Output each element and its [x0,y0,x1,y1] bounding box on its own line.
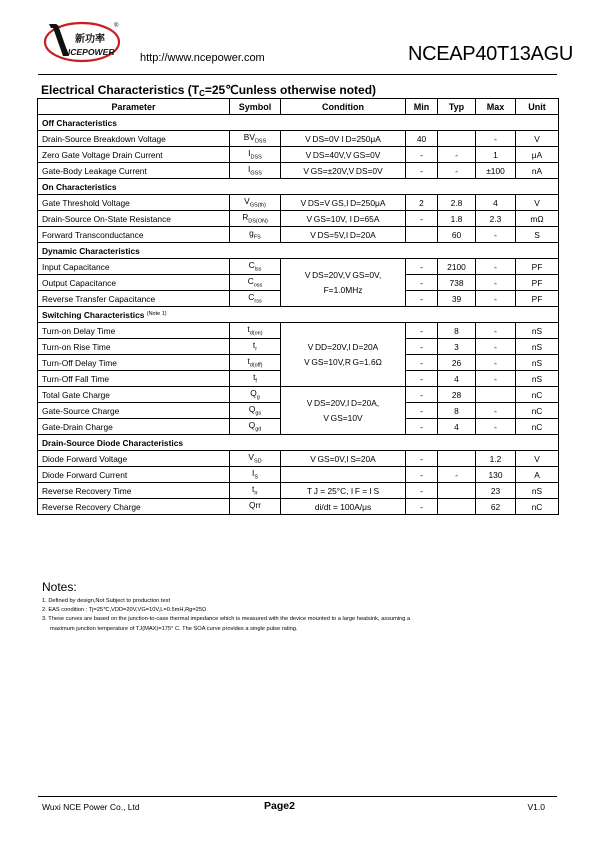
parameter-cell: Gate-Drain Charge [38,419,230,435]
typ-cell: 8 [438,323,476,339]
group-label: Drain-Source Diode Characteristics [42,437,184,448]
unit-cell: V [516,195,559,211]
min-cell: - [406,387,438,403]
document-version: V1.0 [527,802,545,812]
symbol-main: t [247,356,250,367]
symbol-main: t [252,340,256,351]
symbol-cell [230,387,281,403]
parameter-cell: Turn-Off Delay Time [38,355,230,371]
max-cell: - [476,275,516,291]
typ-cell: 8 [438,403,476,419]
registered-mark: ® [114,23,119,29]
table-row [38,451,559,467]
note-ref: (Note 1) [146,310,167,317]
table-row [38,227,559,243]
min-cell: - [406,419,438,435]
symbol-cell [230,355,281,371]
typ-cell: - [438,163,476,179]
col-header: Condition [281,99,406,115]
max-cell: - [476,419,516,435]
max-cell: - [476,339,516,355]
symbol-main: I [252,468,255,479]
symbol-sub: f [255,378,257,385]
typ-cell: - [438,467,476,483]
max-cell: 1.2 [476,451,516,467]
max-cell: - [476,371,516,387]
condition-cell [281,259,406,307]
symbol-sub: gd [255,426,262,433]
max-cell: 130 [476,467,516,483]
group-label: Switching Characteristics [42,309,145,320]
note-item: 3. These curves are based on the junction-to-case thermal impedance which is measured with the device mounted to a large heatsink, assuming a maximum junction temperature of TJ(MAX)=175° C. The SOA curve provides a single pulse rating. [42,616,411,632]
symbol-sub: S [254,474,258,481]
symbol-main: t [253,372,256,383]
group-row [38,307,559,323]
unit-cell: nS [516,339,559,355]
unit-cell: nA [516,163,559,179]
symbol-cell [230,467,281,483]
symbol-sub: rss [254,298,262,305]
condition-line: F=1.0MHz [323,284,363,295]
symbol-cell [230,419,281,435]
condition-cell: di/dt = 100A/μs [281,499,406,515]
section-title: Electrical Characteristics (TC=25℃unless otherwise noted) [41,83,377,98]
max-cell: - [476,355,516,371]
symbol-sub: DSS [254,138,267,145]
symbol-cell [230,227,281,243]
symbol-sub: DS(ON) [248,218,268,225]
table-row [38,483,559,499]
group-heading [38,115,559,131]
symbol-cell [230,131,281,147]
typ-cell [438,131,476,147]
symbol-sub: oss [253,282,263,289]
symbol-main: t [247,324,250,335]
symbol-main: C [248,292,255,303]
symbol-main: Qrr [248,500,262,511]
parameter-cell: Reverse Recovery Charge [38,499,230,515]
symbol-cell [230,291,281,307]
symbol-cell [230,163,281,179]
unit-cell: S [516,227,559,243]
max-cell: 2.3 [476,211,516,227]
ncepower-logo [40,20,122,66]
min-cell [406,227,438,243]
parameter-cell: Diode Forward Current [38,467,230,483]
symbol-main: C [248,260,255,271]
min-cell: - [406,275,438,291]
group-heading [38,179,559,195]
condition-cell: T J = 25°C, I F = I S [281,483,406,499]
col-header: Min [406,99,438,115]
typ-cell [438,499,476,515]
symbol-main: g [249,228,254,239]
group-label: Off Characteristics [42,117,117,128]
unit-cell: V [516,451,559,467]
max-cell: - [476,259,516,275]
unit-cell: nC [516,499,559,515]
max-cell: - [476,131,516,147]
table-row [38,387,559,403]
symbol-main: V [244,196,250,207]
table-row [38,195,559,211]
min-cell: - [406,451,438,467]
unit-cell: nS [516,371,559,387]
col-header: Symbol [230,99,281,115]
min-cell: - [406,323,438,339]
max-cell: ±100 [476,163,516,179]
symbol-sub: GSS [250,170,262,177]
symbol-sub: r [255,346,258,353]
symbol-sub: GS(th) [249,202,266,209]
symbol-main: I [248,164,251,175]
typ-cell: 28 [438,387,476,403]
max-cell [476,387,516,403]
symbol-main: V [248,452,254,463]
condition-cell [281,323,406,387]
typ-cell: 2.8 [438,195,476,211]
table-row [38,147,559,163]
table-row [38,467,559,483]
min-cell: - [406,163,438,179]
unit-cell: nC [516,387,559,403]
min-cell: - [406,371,438,387]
col-header: Max [476,99,516,115]
col-header: Typ [438,99,476,115]
parameter-cell: Total Gate Charge [38,387,230,403]
unit-cell: PF [516,275,559,291]
group-heading [38,243,559,259]
typ-cell: 738 [438,275,476,291]
condition-cell: V GS=0V,I S=20A [281,451,406,467]
symbol-sub: g [256,394,260,401]
symbol-sub: rr [254,490,258,497]
parameter-cell: Turn-on Rise Time [38,339,230,355]
logo-en-text: NCEPOWER [64,47,115,57]
group-row [38,243,559,259]
max-cell: - [476,323,516,339]
symbol-cell [230,195,281,211]
parameter-cell: Turn-Off Fall Time [38,371,230,387]
symbol-main: I [248,148,251,159]
table-row [38,259,559,275]
min-cell: - [406,403,438,419]
symbol-sub: lss [254,266,262,273]
symbol-main: Q [248,404,256,415]
condition-cell: V GS=10V, I D=65A [281,211,406,227]
symbol-sub: DSS [250,154,262,161]
unit-cell: nC [516,403,559,419]
symbol-sub: gs [255,410,262,417]
note-item: 2. EAS condition : Tj=25℃,VDD=20V,VG=10V,L=0.5mH,Rg=25Ω [42,607,207,614]
electrical-characteristics-table [37,98,559,515]
min-cell: - [406,483,438,499]
unit-cell: mΩ [516,211,559,227]
typ-cell: 26 [438,355,476,371]
page-number: Page2 [264,800,295,812]
part-number: NCEAP40T13AGU [407,43,573,65]
note-item: 1. Defined by design,Not Subject to production test [42,598,171,604]
symbol-cell [230,275,281,291]
symbol-main: R [242,212,249,223]
table-row [38,163,559,179]
condition-line: V GS=10V [323,412,363,423]
symbol-cell [230,499,281,515]
parameter-cell: Forward Transconductance [38,227,230,243]
parameter-cell: Reverse Recovery Time [38,483,230,499]
parameter-cell: Input Capacitance [38,259,230,275]
group-row [38,115,559,131]
col-header: Unit [516,99,559,115]
condition-line: V DS=20V,V GS=0V, [304,269,382,280]
typ-cell: 2100 [438,259,476,275]
max-cell: 62 [476,499,516,515]
typ-cell: 4 [438,371,476,387]
symbol-cell [230,211,281,227]
notes-title: Notes: [42,580,77,594]
symbol-cell [230,259,281,275]
table-row [38,131,559,147]
unit-cell: PF [516,259,559,275]
group-row [38,435,559,451]
typ-cell [438,483,476,499]
max-cell: 4 [476,195,516,211]
condition-cell [281,387,406,435]
symbol-main: t [252,484,255,495]
website-url[interactable]: http://www.ncepower.com [140,52,265,64]
symbol-cell [230,147,281,163]
min-cell: - [406,259,438,275]
condition-line: V DS=20V,I D=20A, [306,397,380,408]
symbol-cell [230,339,281,355]
unit-cell: V [516,131,559,147]
unit-cell: nS [516,323,559,339]
typ-cell: 3 [438,339,476,355]
company-name: Wuxi NCE Power Co., Ltd [42,802,140,812]
min-cell: - [406,147,438,163]
parameter-cell: Drain-Source On-State Resistance [38,211,230,227]
condition-cell [281,467,406,483]
symbol-sub: d(off) [249,362,263,369]
parameter-cell: Reverse Transfer Capacitance [38,291,230,307]
condition-line: V DD=20V,I D=20A [307,341,379,352]
condition-cell: V GS=±20V,V DS=0V [281,163,406,179]
typ-cell: 1.8 [438,211,476,227]
max-cell: 23 [476,483,516,499]
max-cell: 1 [476,147,516,163]
unit-cell: A [516,467,559,483]
group-heading [38,307,559,323]
symbol-cell [230,323,281,339]
parameter-cell: Gate-Body Leakage Current [38,163,230,179]
parameter-cell: Drain-Source Breakdown Voltage [38,131,230,147]
symbol-main: C [247,276,254,287]
unit-cell: nC [516,419,559,435]
symbol-main: BV [243,132,255,143]
typ-cell [438,451,476,467]
min-cell: - [406,467,438,483]
parameter-cell: Gate-Source Charge [38,403,230,419]
parameter-cell: Diode Forward Voltage [38,451,230,467]
max-cell: - [476,403,516,419]
notes-section [42,580,557,634]
min-cell: - [406,291,438,307]
parameter-cell: Output Capacitance [38,275,230,291]
condition-cell: V DS=V GS,I D=250μA [281,195,406,211]
parameter-cell: Zero Gate Voltage Drain Current [38,147,230,163]
typ-cell: 60 [438,227,476,243]
typ-cell: 4 [438,419,476,435]
symbol-sub: d(on) [249,330,263,337]
max-cell: - [476,291,516,307]
symbol-cell [230,371,281,387]
logo-cn-text: 新功率 [75,34,105,45]
group-label: On Characteristics [42,181,117,192]
typ-cell: - [438,147,476,163]
condition-cell: V DS=0V I D=250μA [281,131,406,147]
symbol-main: Q [248,420,256,431]
min-cell: - [406,339,438,355]
unit-cell: PF [516,291,559,307]
parameter-cell: Turn-on Delay Time [38,323,230,339]
condition-cell: V DS=40V,V GS=0V [281,147,406,163]
group-heading [38,435,559,451]
min-cell: - [406,355,438,371]
min-cell: - [406,211,438,227]
unit-cell: nS [516,355,559,371]
min-cell: 2 [406,195,438,211]
symbol-sub: SD [253,458,262,465]
unit-cell: μA [516,147,559,163]
typ-cell: 39 [438,291,476,307]
table-row [38,499,559,515]
condition-cell: V DS=5V,I D=20A [281,227,406,243]
symbol-sub: FS [253,234,261,241]
symbol-main: Q [250,388,257,399]
table-row [38,211,559,227]
max-cell: - [476,227,516,243]
symbol-cell [230,483,281,499]
table-row [38,323,559,339]
condition-line: V GS=10V,R G=1.6Ω [304,356,382,367]
min-cell: 40 [406,131,438,147]
header-divider [38,74,557,75]
unit-cell: nS [516,483,559,499]
group-label: Dynamic Characteristics [42,245,140,256]
col-header: Parameter [38,99,230,115]
symbol-cell [230,403,281,419]
parameter-cell: Gate Threshold Voltage [38,195,230,211]
symbol-cell [230,451,281,467]
group-row [38,179,559,195]
table-header-row [38,99,559,115]
min-cell: - [406,499,438,515]
footer-divider [38,796,557,797]
